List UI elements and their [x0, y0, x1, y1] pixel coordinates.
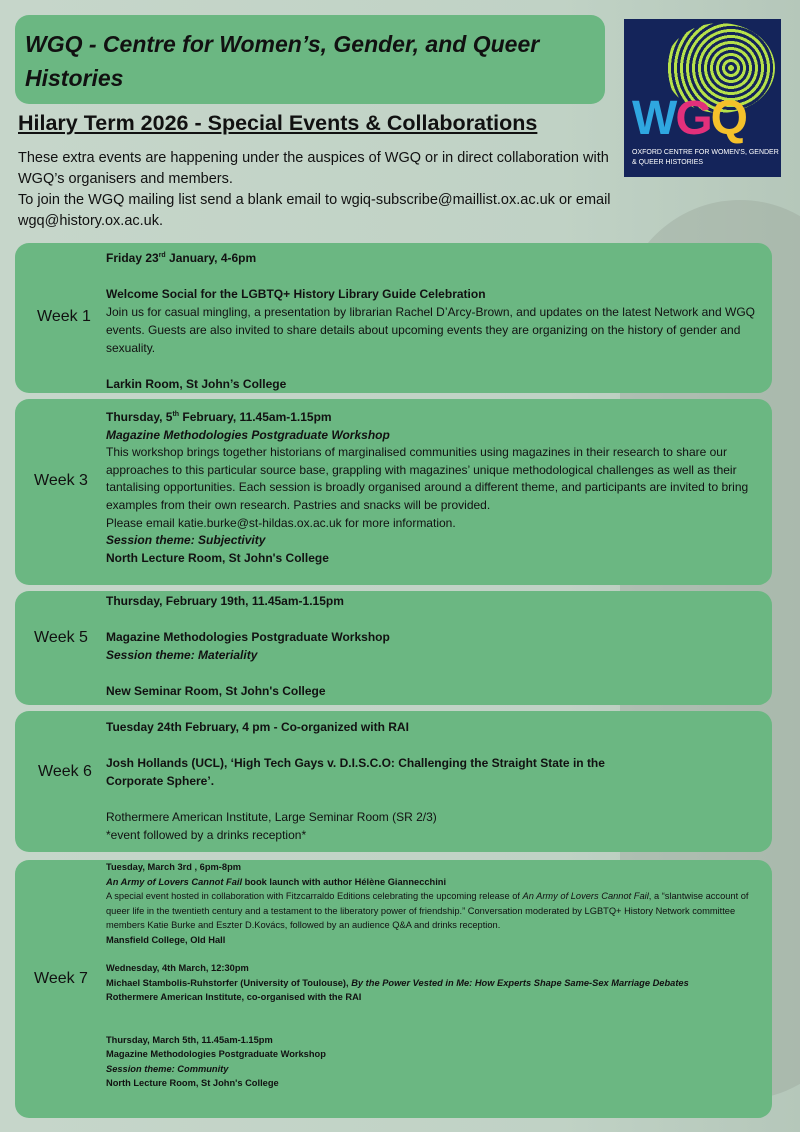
wgq-logo — [624, 19, 781, 177]
event-note: *event followed by a drinks reception* — [106, 828, 307, 842]
event-title: Welcome Social for the LGBTQ+ History Library Guide Celebration — [106, 287, 486, 301]
event-date: Tuesday 24th February, 4 pm - Co-organized with RAI — [106, 720, 409, 734]
event-venue: Rothermere American Institute, co-organised with the RAI — [106, 992, 362, 1002]
event-date-rest: February, 11.45am-1.15pm — [179, 410, 332, 424]
intro-line: To join the WGQ mailing list send a blank email to wgiq-subscribe@maillist.ox.ac.uk or email wgq@history.ox.ac.uk. — [18, 192, 611, 229]
event-title: Josh Hollands (UCL), ‘High Tech Gays v. D.I.S.C.O: Challenging the Straight State in the Corporate Sphere’. — [106, 756, 605, 788]
event-venue: Larkin Room, St John’s College — [106, 377, 287, 391]
event-date: Wednesday, 4th March, 12:30pm — [106, 963, 249, 973]
session-theme: Session theme: Subjectivity — [106, 533, 266, 548]
book-title: An Army of Lovers Cannot Fail — [106, 876, 243, 887]
event-date: Friday 23 — [106, 251, 159, 265]
logo-letter: W — [632, 92, 676, 145]
event-description: Join us for casual mingling, a presentation by librarian Rachel D’Arcy-Brown, and updates on the latest Network and WGQ events. Guests are also invited to share details about upcoming events they are organizing on the history of gender and sexuality. — [106, 305, 755, 355]
event-date: Tuesday, March 3rd , 6pm-8pm — [106, 862, 242, 872]
week-label: Week 6 — [38, 763, 92, 780]
talk-title: By the Power Vested in Me: How Experts Shape Same-Sex Marriage Debates — [351, 977, 689, 988]
event-venue: Rothermere American Institute, Large Seminar Room (SR 2/3) — [106, 810, 437, 824]
week-label: Week 1 — [37, 308, 91, 325]
session-theme: Session theme: Community — [106, 1063, 229, 1074]
logo-letter: Q — [710, 92, 746, 145]
event-title: Magazine Methodologies Postgraduate Workshop — [106, 1049, 326, 1059]
event-title: Magazine Methodologies Postgraduate Workshop — [106, 630, 390, 644]
event-description: , a “slantwise account of queer life in the twentieth century and a testament to the liberatory power of friendship.” Conversation moderated by LGBTQ+ History Network committee members Katie Burke and Eszter D.Kovács, followed by an audience Q&A and drinks reception. — [106, 891, 749, 930]
date-suffix: rd — [158, 252, 166, 259]
event-week-1 — [15, 243, 772, 393]
event-venue: New Seminar Room, St John's College — [106, 684, 326, 698]
event-venue: Mansfield College, Old Hall — [106, 934, 226, 945]
week-label: Week 5 — [34, 629, 88, 646]
event-title: Magazine Methodologies Postgraduate Workshop — [106, 427, 390, 442]
event-date-rest: January, 4-6pm — [165, 251, 257, 265]
event-title: book launch with author Hélène Giannecchini — [242, 876, 447, 887]
event-week-6 — [15, 711, 772, 852]
page-title: WGQ - Centre for Women’s, Gender, and Queer Histories — [25, 31, 540, 91]
event-venue: North Lecture Room, St John's College — [106, 1078, 279, 1088]
book-title: An Army of Lovers Cannot Fail — [522, 891, 649, 901]
intro — [18, 148, 618, 232]
event-week-5 — [15, 591, 772, 705]
event-week-3 — [15, 399, 772, 585]
event-date: Thursday, March 5th, 11.45am-1.15pm — [106, 1034, 273, 1045]
speaker: Michael Stambolis-Ruhstorfer (University of Toulouse), — [106, 977, 352, 988]
event-week-7 — [15, 860, 772, 1118]
contact-email[interactable]: Please email katie.burke@st-hildas.ox.ac.uk for more information. — [106, 515, 456, 530]
event-description: This workshop brings together historians of marginalised communities using magazines in their research to share our approaches to this particular source base, grappling with magazines’ unique methodological challenges as well as their tantalising opportunities. Each session is broadly organised around a different theme, and participants are invited to bring examples from their own research. Pastries and snacks will be provided. — [106, 445, 749, 512]
logo-caption: OXFORD CENTRE FOR WOMEN'S, GENDER & QUEER HISTORIES — [632, 149, 779, 166]
subtitle: Hilary Term 2026 - Special Events & Collaborations — [18, 111, 538, 135]
week-label: Week 3 — [34, 472, 88, 489]
header-box — [15, 15, 605, 104]
event-description: A special event hosted in collaboration with Fitzcarraldo Editions celebrating the upcoming release of — [106, 891, 523, 901]
week-label: Week 7 — [34, 970, 88, 987]
date-suffix: th — [172, 411, 180, 418]
session-theme: Session theme: Materiality — [106, 648, 258, 662]
logo-letter: G — [675, 92, 711, 145]
intro-line: These extra events are happening under the auspices of WGQ or in direct collaboration with WGQ’s organisers and members. — [18, 150, 609, 187]
event-venue: North Lecture Room, St John's College — [106, 550, 329, 565]
event-date: Thursday, 5 — [106, 410, 173, 424]
event-date: Thursday, February 19th, 11.45am-1.15pm — [106, 594, 344, 608]
